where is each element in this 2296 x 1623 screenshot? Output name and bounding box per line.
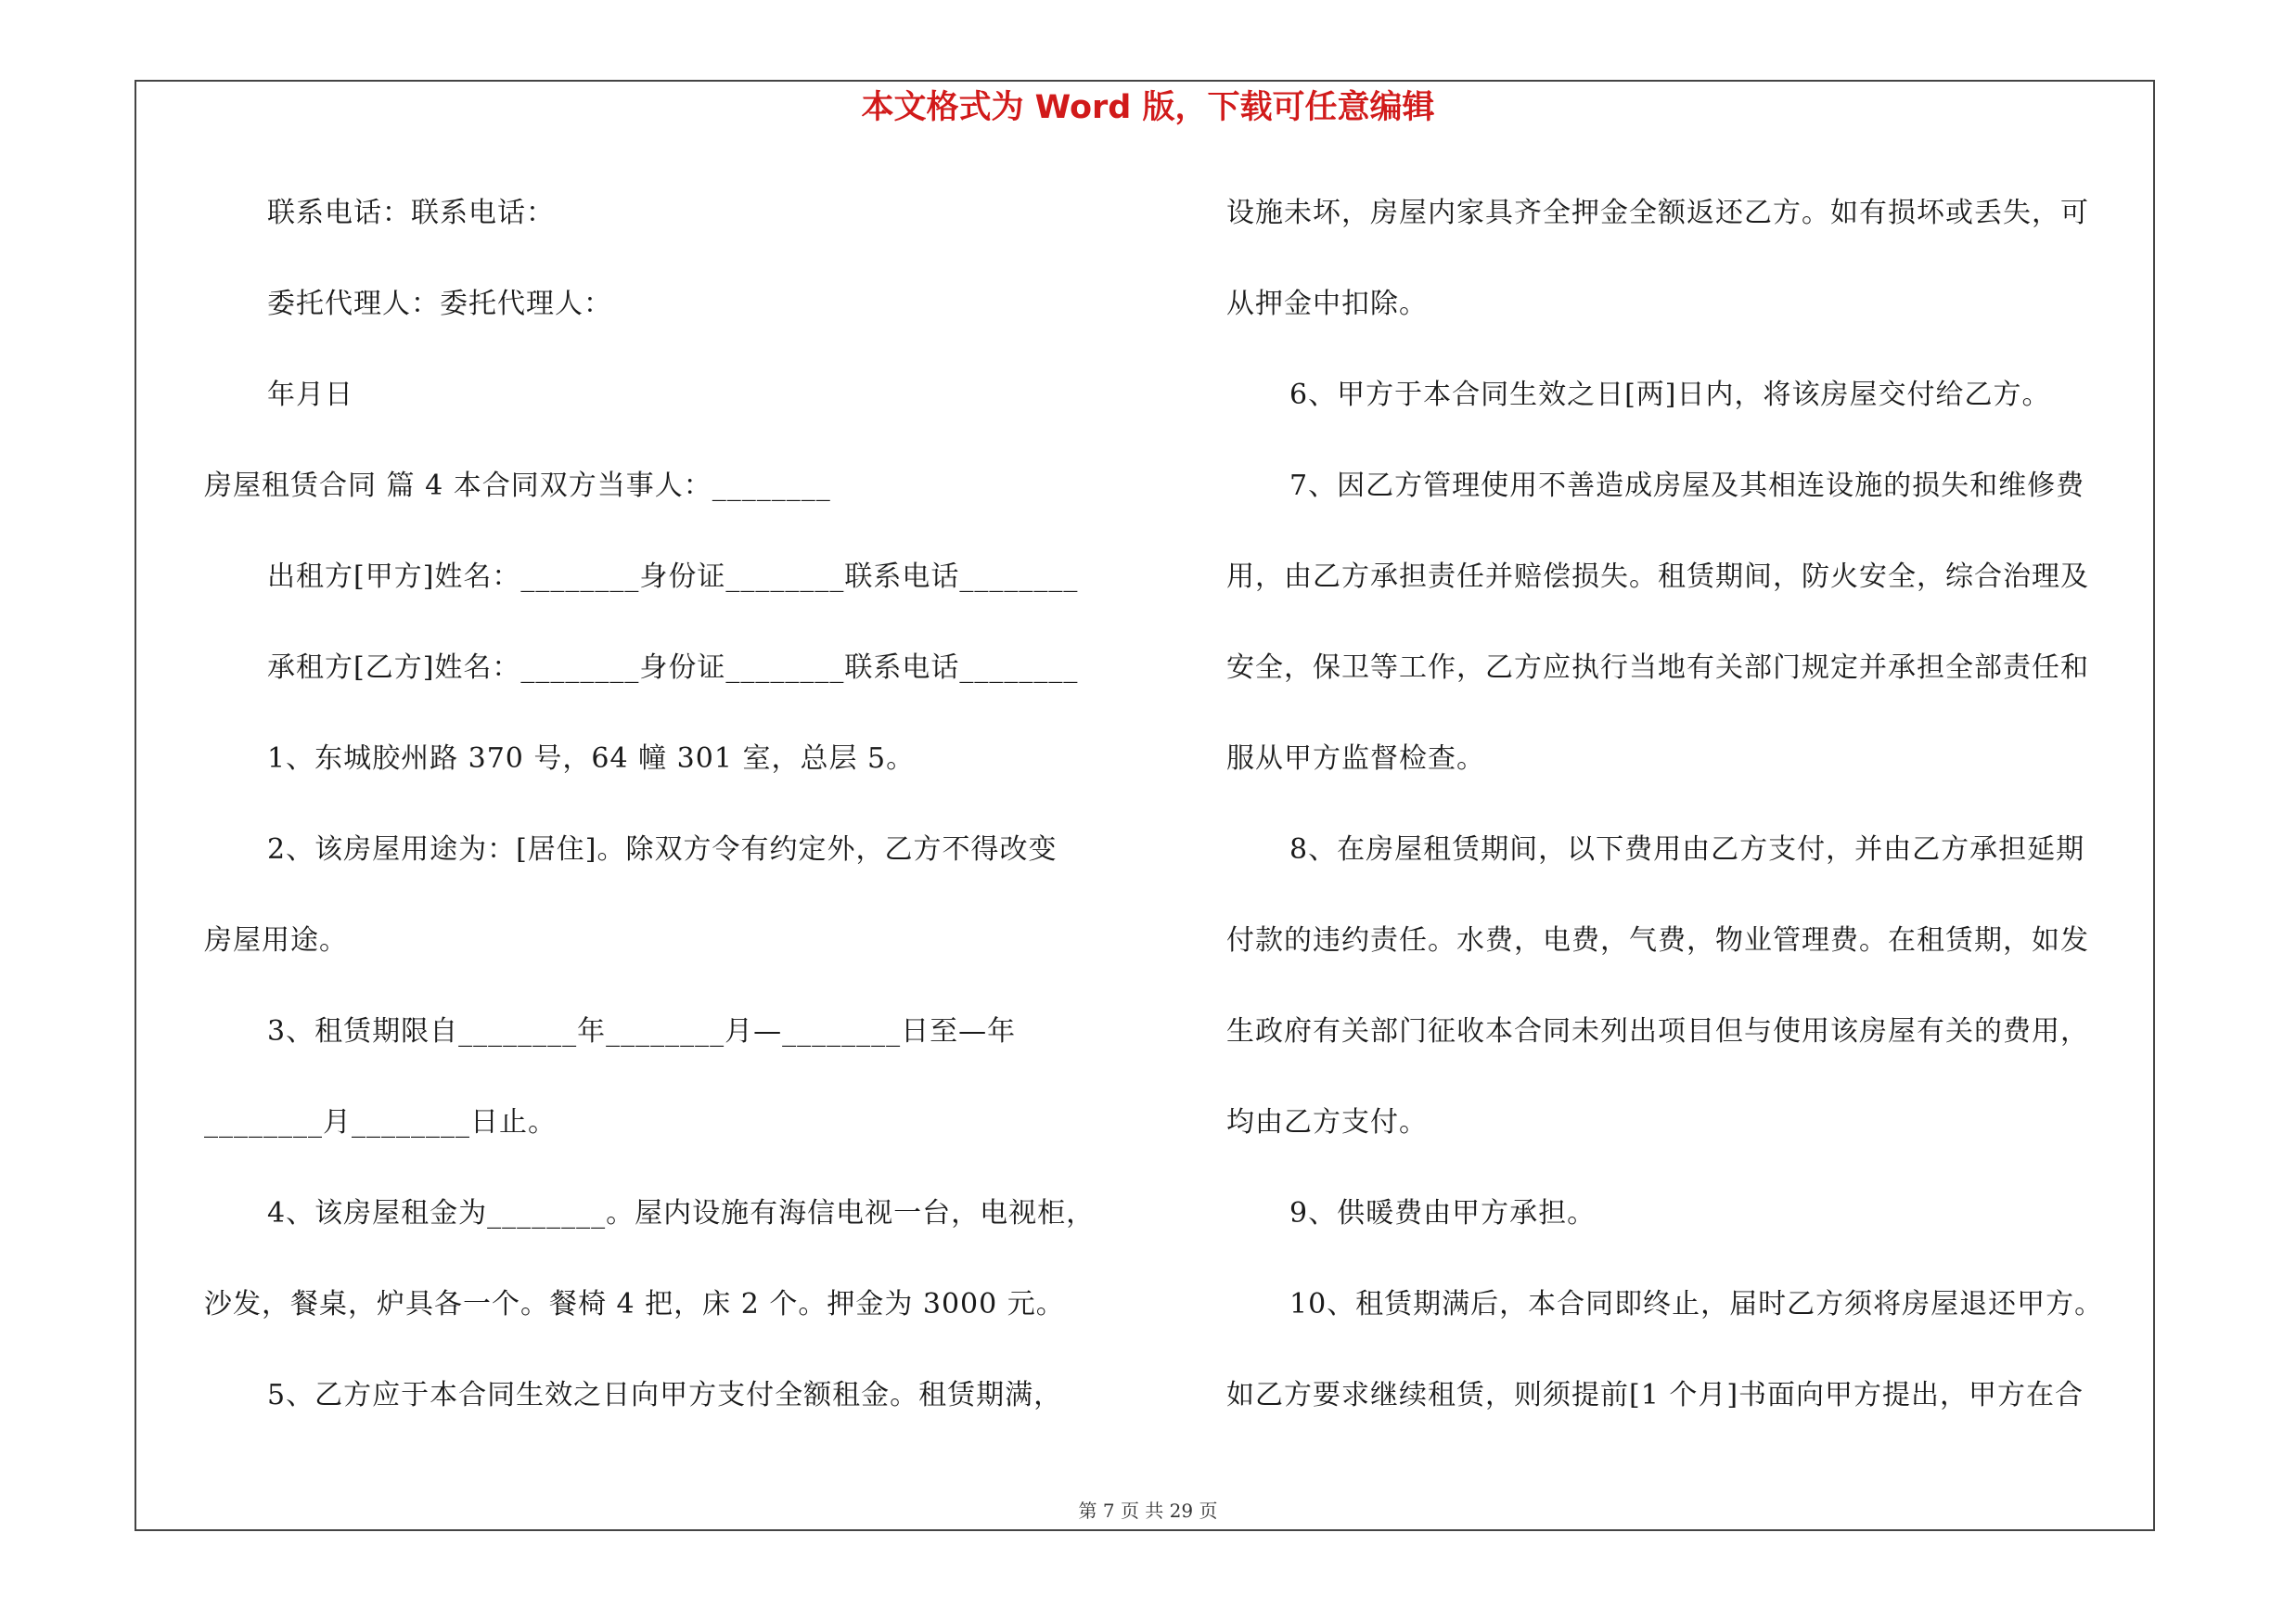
text-line: 承租方[乙方]姓名：________身份证________联系电话________ <box>267 651 1079 684</box>
text-line: 均由乙方支付。 <box>1226 1106 1428 1139</box>
text-line: 房屋租赁合同 篇 4 本合同双方当事人：________ <box>204 470 831 502</box>
right-text-column <box>1226 186 2163 1459</box>
text-line: 用，由乙方承担责任并赔偿损失。租赁期间，防火安全，综合治理及 <box>1226 560 2089 593</box>
text-line: 出租方[甲方]姓名：________身份证________联系电话________ <box>267 560 1079 593</box>
text-line: 1、东城胶州路 370 号，64 幢 301 室，总层 5。 <box>267 742 916 775</box>
text-line: 7、因乙方管理使用不善造成房屋及其相连设施的损失和维修费 <box>1289 470 2085 502</box>
page-number: 第 7 页 共 29 页 <box>1078 1500 1218 1522</box>
text-line: 年月日 <box>267 379 353 411</box>
text-line: 设施未坏，房屋内家具齐全押金全额返还乙方。如有损坏或丢失，可 <box>1226 197 2089 229</box>
text-line: 10、租赁期满后，本合同即终止，届时乙方须将房屋退还甲方。 <box>1289 1288 2104 1320</box>
text-line: 5、乙方应于本合同生效之日向甲方支付全额租金。租赁期满， <box>267 1379 1063 1411</box>
text-line: 8、在房屋租赁期间，以下费用由乙方支付，并由乙方承担延期 <box>1289 833 2085 866</box>
text-line: 沙发，餐桌，炉具各一个。餐椅 4 把，床 2 个。押金为 3000 元。 <box>204 1288 1065 1320</box>
word-format-banner: 本文格式为 Word 版，下载可任意编辑 <box>861 89 1435 126</box>
text-line: ________月________日止。 <box>204 1106 557 1139</box>
text-line: 联系电话：联系电话： <box>267 197 555 229</box>
text-line: 3、租赁期限自________年________月—________日至—年 <box>267 1015 1017 1048</box>
text-line: 付款的违约责任。水费，电费，气费，物业管理费。在租赁期，如发 <box>1226 924 2089 957</box>
text-line: 委托代理人：委托代理人： <box>267 288 612 320</box>
text-line: 4、该房屋租金为________。屋内设施有海信电视一台，电视柜， <box>267 1197 1096 1230</box>
left-text-column <box>204 186 1132 1459</box>
text-line: 服从甲方监督检查。 <box>1226 742 1485 775</box>
text-line: 9、供暖费由甲方承担。 <box>1289 1197 1597 1230</box>
text-line: 从押金中扣除。 <box>1226 288 1428 320</box>
text-line: 如乙方要求继续租赁，则须提前[1 个月]书面向甲方提出，甲方在合 <box>1226 1379 2084 1411</box>
text-line: 生政府有关部门征收本合同未列出项目但与使用该房屋有关的费用， <box>1226 1015 2089 1048</box>
text-line: 6、甲方于本合同生效之日[两]日内，将该房屋交付给乙方。 <box>1289 379 2051 411</box>
text-line: 安全，保卫等工作，乙方应执行当地有关部门规定并承担全部责任和 <box>1226 651 2089 684</box>
text-line: 房屋用途。 <box>204 924 348 957</box>
text-line: 2、该房屋用途为：[居住]。除双方令有约定外，乙方不得改变 <box>267 833 1058 866</box>
